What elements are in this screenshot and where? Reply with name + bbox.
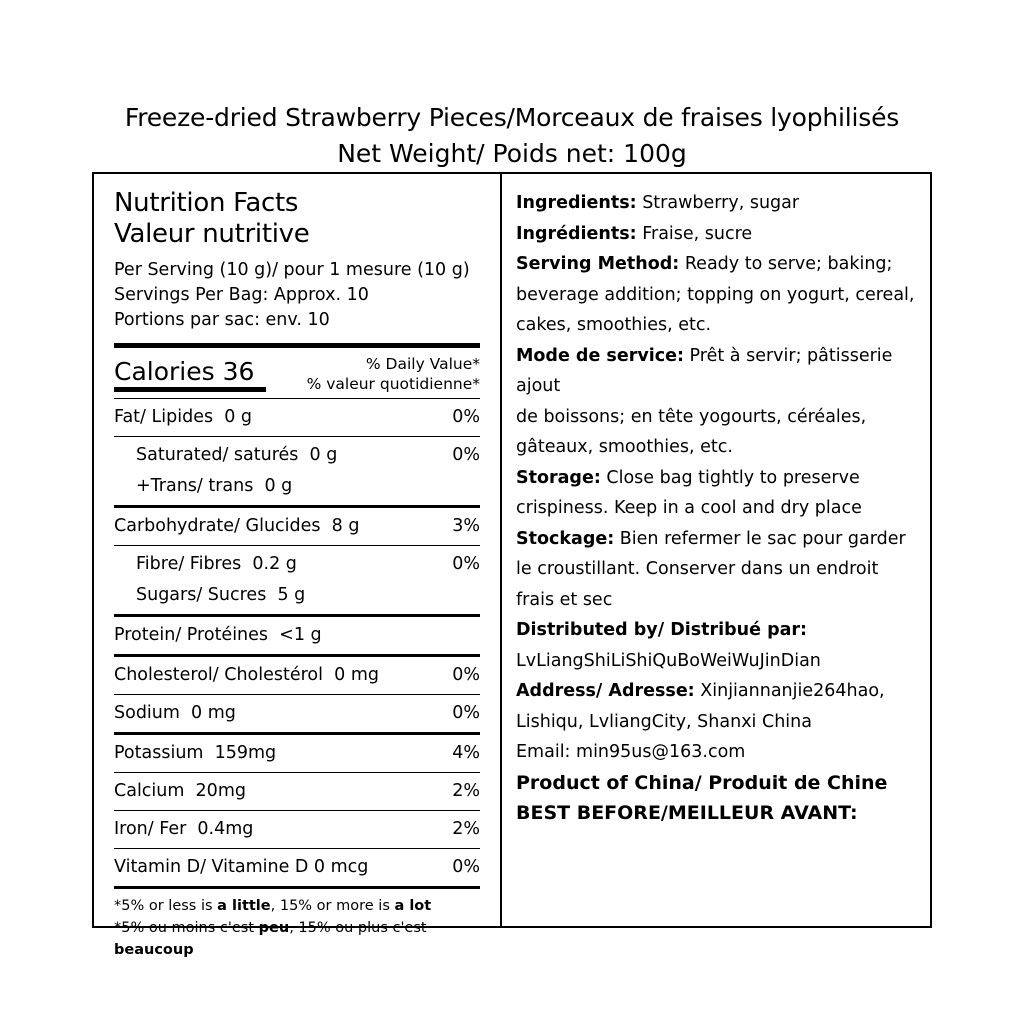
stockage-line bbox=[516, 524, 916, 555]
nutrient-row-saturated bbox=[114, 437, 480, 474]
nutrient-name: Fibre/ Fibres 0.2 g bbox=[136, 554, 297, 574]
address-line bbox=[516, 676, 916, 707]
calories-row bbox=[114, 348, 480, 398]
nutrient-row-trans bbox=[114, 474, 480, 505]
nutrient-name: Protein/ Protéines <1 g bbox=[114, 625, 322, 645]
nutrient-name: Vitamin D/ Vitamine D 0 mcg bbox=[114, 857, 369, 877]
footnote-fr bbox=[114, 917, 480, 961]
nutrition-title-en: Nutrition Facts bbox=[114, 188, 299, 218]
address-value: Xinjiannanjie264hao, bbox=[694, 681, 885, 701]
footnote-fr-pre: *5% ou moins c'est bbox=[114, 920, 259, 936]
footnote-en bbox=[114, 895, 480, 917]
nutrient-name: Potassium 159mg bbox=[114, 743, 277, 763]
mode-de-service-line bbox=[516, 341, 916, 402]
nutrient-dv: 0% bbox=[452, 554, 480, 574]
ingredients-fr-label: Ingrédients: bbox=[516, 223, 637, 244]
stockage-line2: le croustillant. Conserver dans un endroit bbox=[516, 559, 879, 579]
mode-de-service-value: Prêt à servir; pâtisserie ajout bbox=[516, 345, 893, 396]
net-weight: Net Weight/ Poids net: 100g bbox=[337, 139, 687, 168]
ingredients-label: Ingredients: bbox=[516, 193, 637, 213]
product-of-china: Product of China/ Produit de Chine bbox=[516, 771, 888, 794]
serving-method-line3: cakes, smoothies, etc. bbox=[516, 315, 712, 335]
nutrient-row-sugars bbox=[114, 583, 480, 614]
nutrient-name: Sodium 0 mg bbox=[114, 703, 236, 723]
nutrient-row-potassium bbox=[114, 735, 480, 772]
storage-line2: crispiness. Keep in a cool and dry place bbox=[516, 498, 862, 518]
info-panel bbox=[502, 174, 930, 926]
distributed-by-label-text: Distributed by/ Distribué par: bbox=[516, 620, 808, 640]
label-box bbox=[92, 172, 932, 958]
nutrient-row-calcium bbox=[114, 773, 480, 810]
ingredients-line bbox=[516, 188, 916, 219]
distributed-by-label bbox=[516, 615, 916, 646]
footnote-en-pre: *5% or less is bbox=[114, 898, 218, 914]
nutrient-dv: 2% bbox=[452, 781, 480, 801]
address-line2: Lishiqu, LvliangCity, Shanxi China bbox=[516, 711, 812, 732]
nutrient-dv: 0% bbox=[452, 665, 480, 685]
nutrient-row-sodium bbox=[114, 695, 480, 732]
nutrient-row-fat bbox=[114, 399, 480, 436]
nutrition-title-fr: Valeur nutritive bbox=[114, 219, 310, 249]
nutrition-facts-panel bbox=[94, 174, 502, 958]
nutrient-row-vitamin-d bbox=[114, 849, 480, 886]
calories-underline bbox=[114, 387, 266, 392]
nutrient-name: Cholesterol/ Cholestérol 0 mg bbox=[114, 665, 379, 685]
footnote-fr-peu: peu bbox=[258, 920, 290, 936]
stockage-label: Stockage: bbox=[516, 528, 615, 549]
nutrient-name: Iron/ Fer 0.4mg bbox=[114, 819, 254, 839]
nutrient-dv: 0% bbox=[452, 703, 480, 723]
email-label: Email: bbox=[516, 742, 571, 762]
nutrient-row-protein bbox=[114, 617, 480, 654]
nutrient-name: Calcium 20mg bbox=[114, 781, 246, 801]
footnote-en-mid: , 15% or more is bbox=[270, 898, 395, 914]
serving-method-label: Serving Method: bbox=[516, 254, 680, 274]
daily-value-header-en: % Daily Value* bbox=[365, 355, 480, 373]
portions-par-sac-line: Portions par sac: env. 10 bbox=[114, 310, 330, 330]
nutrient-dv: 4% bbox=[452, 743, 480, 763]
footnote-en-lot: a lot bbox=[394, 898, 432, 914]
best-before: BEST BEFORE/MEILLEUR AVANT: bbox=[516, 802, 858, 824]
daily-value-header-fr: % valeur quotidienne* bbox=[306, 375, 480, 393]
product-title: Freeze-dried Strawberry Pieces/Morceaux de fraises lyophilisés bbox=[124, 103, 900, 132]
nutrient-name: Sugars/ Sucres 5 g bbox=[136, 585, 306, 605]
mode-de-service-label: Mode de service: bbox=[516, 345, 684, 366]
nutrient-name: Saturated/ saturés 0 g bbox=[136, 445, 338, 465]
nutrient-dv: 0% bbox=[452, 857, 480, 877]
distributor-name: LvLiangShiLiShiQuBoWeiWuJinDian bbox=[516, 650, 821, 671]
nutrient-row-iron bbox=[114, 811, 480, 848]
storage-label: Storage: bbox=[516, 467, 601, 488]
nutrient-dv: 0% bbox=[452, 407, 480, 427]
nutrient-name: +Trans/ trans 0 g bbox=[136, 476, 293, 496]
nutrient-row-carbohydrate bbox=[114, 508, 480, 545]
nutrient-name: Fat/ Lipides 0 g bbox=[114, 407, 253, 427]
ingredients-fr-line bbox=[516, 219, 916, 250]
nutrient-row-cholesterol bbox=[114, 657, 480, 694]
serving-method-line bbox=[516, 249, 916, 280]
footnote-fr-beaucoup: beaucoup bbox=[114, 942, 194, 958]
serving-method-value: Ready to serve; baking; bbox=[679, 254, 893, 274]
storage-line bbox=[516, 463, 916, 494]
nutrient-name: Carbohydrate/ Glucides 8 g bbox=[114, 516, 360, 536]
servings-per-bag-line: Servings Per Bag: Approx. 10 bbox=[114, 285, 369, 305]
ingredients-fr-value: Fraise, sucre bbox=[636, 223, 753, 244]
email-line bbox=[516, 737, 916, 768]
nutrient-dv: 0% bbox=[452, 445, 480, 465]
email-value: min95us@163.com bbox=[570, 742, 746, 762]
address-label: Address/ Adresse: bbox=[516, 681, 695, 701]
mode-de-service-line3: gâteaux, smoothies, etc. bbox=[516, 437, 733, 457]
footnote-en-little: a little bbox=[217, 898, 271, 914]
footnote-fr-mid: , 15% ou plus c'est bbox=[289, 920, 427, 936]
stockage-value: Bien refermer le sac pour garder bbox=[614, 528, 906, 549]
divider-footnote bbox=[114, 886, 480, 889]
calories-value: Calories 36 bbox=[114, 357, 255, 386]
nutrient-row-fibre bbox=[114, 546, 480, 583]
stockage-line3: frais et sec bbox=[516, 589, 613, 610]
mode-de-service-line2: de boissons; en tête yogourts, céréales, bbox=[516, 406, 867, 427]
storage-value: Close bag tightly to preserve bbox=[600, 467, 860, 488]
ingredients-value: Strawberry, sugar bbox=[636, 193, 800, 213]
nutrient-dv: 2% bbox=[452, 819, 480, 839]
serving-method-line2: beverage addition; topping on yogurt, cereal, bbox=[516, 284, 915, 305]
serving-size-line: Per Serving (10 g)/ pour 1 mesure (10 g) bbox=[114, 260, 470, 280]
nutrient-dv: 3% bbox=[452, 516, 480, 536]
